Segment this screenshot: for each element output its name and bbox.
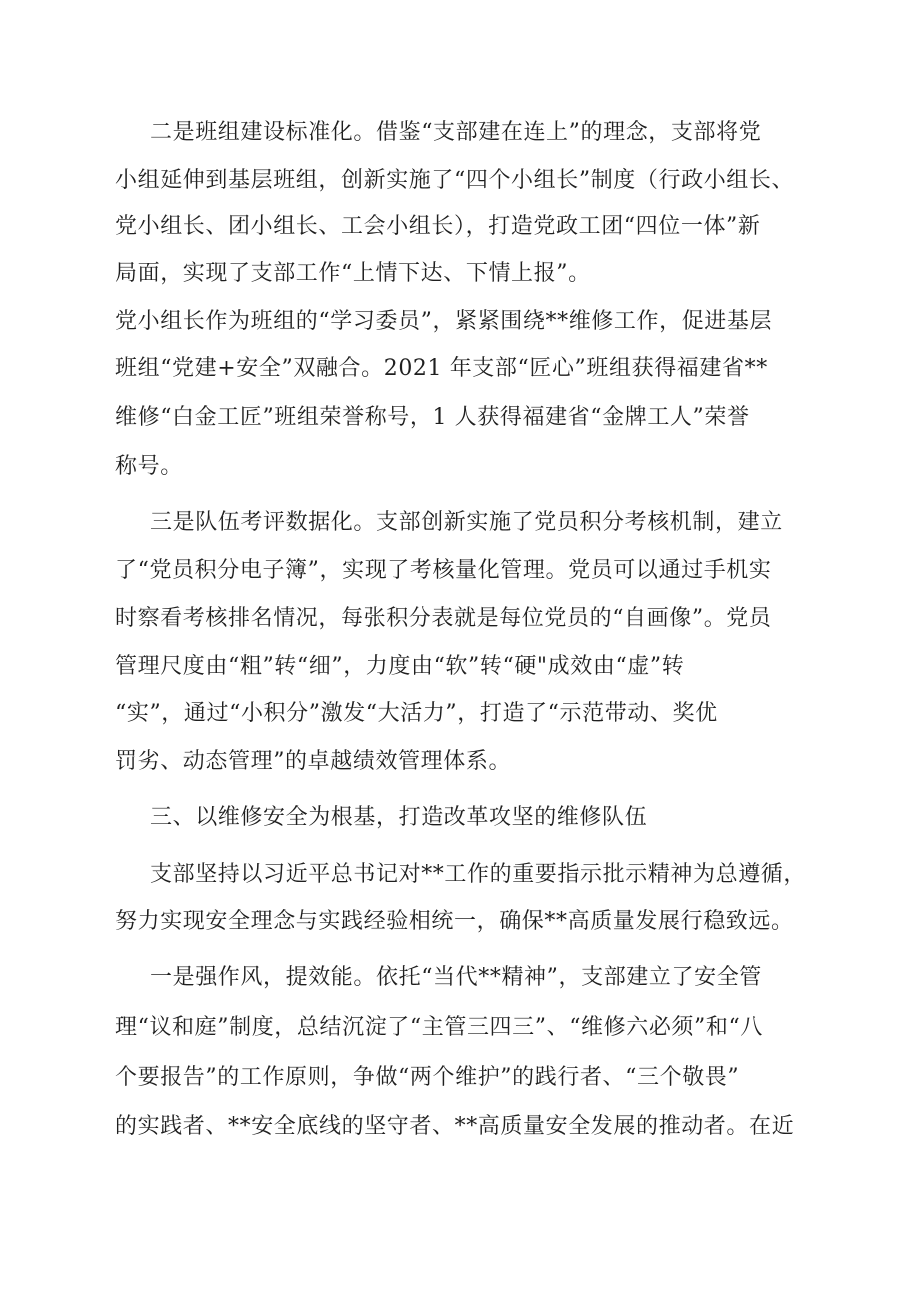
text-line: 时察看考核排名情况，每张积分表就是每位党员的“自画像”。党员 xyxy=(115,606,772,631)
text-line: 局面，实现了支部工作“上情下达、下情上报”。 xyxy=(115,261,591,286)
text-line: 党小组长作为班组的“学习委员”，紧紧围绕**维修工作，促进基层 xyxy=(115,309,773,334)
text-line: 一是强作风，提效能。依托“当代**精神”，支部建立了安全管 xyxy=(150,965,762,990)
text-line: 支部坚持以习近平总书记对**工作的重要指示批示精神为总遵循， xyxy=(150,862,807,887)
text-line: 了“党员积分电子簿”，实现了考核量化管理。党员可以通过手机实 xyxy=(115,558,772,583)
section-heading: 三、以维修安全为根基，打造改革攻坚的维修队伍 xyxy=(150,805,648,830)
text-line: 维修“白金工匠”班组荣誉称号，1 人获得福建省“金牌工人”荣誉 xyxy=(115,405,750,430)
text-line: 二是班组建设标准化。借鉴“支部建在连上”的理念，支部将党 xyxy=(150,120,762,145)
text-line: 党小组长、团小组长、工会小组长），打造党政工团“四位一体”新 xyxy=(115,214,761,239)
text-line: 管理尺度由“粗”转“细”，力度由“软”转“硬"成效由“虚”转 xyxy=(115,654,685,679)
text-line: 努力实现安全理念与实践经验相统一，确保**高质量发展行稳致远。 xyxy=(115,909,794,934)
text-line: 班组“党建+安全”双融合。2021 年支部“匠心”班组获得福建省** xyxy=(115,356,768,381)
text-line: 的实践者、**安全底线的坚守者、**高质量安全发展的推动者。在近 xyxy=(115,1114,795,1139)
text-line: 称号。 xyxy=(115,454,183,479)
text-line: 罚劣、动态管理”的卓越绩效管理体系。 xyxy=(115,749,512,774)
text-line: 个要报告”的工作原则，争做“两个维护”的践行者、“三个敬畏” xyxy=(115,1065,740,1090)
text-line: 小组延伸到基层班组，创新实施了“四个小组长”制度（行政小组长、 xyxy=(115,168,795,193)
text-line: 理“议和庭”制度，总结沉淀了“主管三四三”、“维修六必须”和“八 xyxy=(115,1015,763,1040)
text-line: 三是队伍考评数据化。支部创新实施了党员积分考核机制，建立 xyxy=(150,510,783,535)
text-line: “实”，通过“小积分”激发“大活力”，打造了“示范带动、奖优 xyxy=(115,701,718,726)
